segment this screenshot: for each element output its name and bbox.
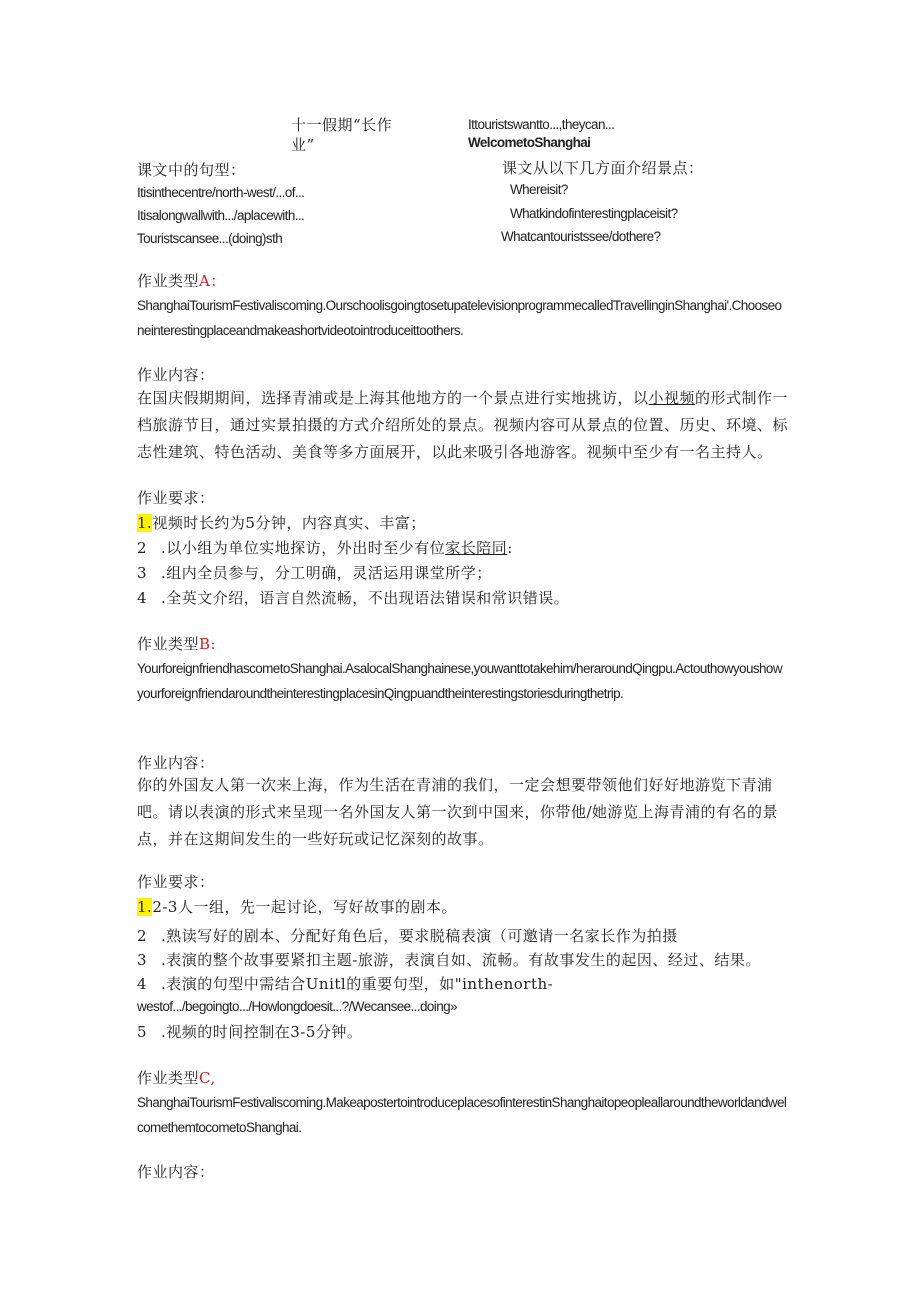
left-heading: 课文中的句型： — [137, 161, 246, 179]
req-number: 3 — [137, 951, 148, 969]
section-b-type-letter: B: — [199, 635, 217, 653]
section-a-description: ShanghaiTourismFestivaliscoming.OurschoolisgoingtosetupatelevisionprogrammecalledTravellinginShanghai'.Chooseoneinterestingplaceandmakeashortvideotointroduceittoothers. — [137, 298, 782, 338]
right-line-2: Whatkindofinterestingplaceisit? — [510, 206, 678, 221]
req-text: .组内全员参与，分工明确，灵活运用课堂所学； — [161, 564, 492, 582]
section-a-content-label: 作业内容： — [137, 366, 215, 384]
req-text: 2-3人一组，先一起讨论，写好故事的剧本。 — [152, 898, 457, 916]
section-b-type-label: 作业类型 — [137, 635, 200, 653]
right-line-1: Whereisit? — [510, 182, 568, 197]
section-a-type — [137, 270, 226, 291]
req-number: 2 — [137, 539, 148, 557]
short-video-link: 小视频 — [648, 389, 696, 407]
section-b-req-2 — [137, 925, 678, 946]
section-b-req-4 — [137, 973, 553, 994]
left-line-1: Itisinthecentre/north-west/...of... — [137, 185, 305, 200]
section-c-content-label: 作业内容： — [137, 1163, 215, 1181]
section-b-content-label: 作业内容： — [137, 754, 215, 772]
section-a-req-label: 作业要求： — [137, 489, 215, 507]
req-number: 4 — [137, 975, 148, 993]
section-a-content — [137, 385, 797, 466]
section-a-content-pre: 在国庆假期期间，选择青浦或是上海其他地方的一个景点进行实地挑访，以 — [137, 389, 649, 407]
req-text: .以小组为单位实地探访，外出时至少有位 — [161, 539, 446, 557]
section-a-req-4 — [137, 587, 569, 608]
req-text: .熟读写好的剧本、分配好角色后，要求脱稿表演（可邀请一名家长作为拍摄 — [161, 927, 678, 945]
header-right-line-1: Ittouristswantto...,theycan... — [468, 117, 615, 132]
req-number: 1. — [137, 514, 153, 532]
req-number: 3 — [137, 564, 148, 582]
section-b-req-4-cont: westof.../begoingto.../Howlongdoesit...?/Wecansee...doing» — [137, 999, 457, 1014]
section-a-content-post: 的形式制作一档旅游节目，通过实景拍摄的方式介绍所处的景点。视频内容可从景点的位置、历史、环境、标志性建筑、特色活动、美食等多方面展开，以此来吸引各地游客。视频中至少有一名主持人。 — [137, 389, 789, 461]
section-b-req-1 — [137, 896, 457, 917]
left-line-2: Itisalongwallwith.../aplacewith... — [137, 208, 305, 223]
req-number: 4 — [137, 589, 148, 607]
title-line-2: 业” — [291, 136, 315, 154]
req-text: 视频时长约为5分钟，内容真实、丰富； — [152, 514, 426, 532]
left-line-3: Touristscansee...(doing)sth — [137, 231, 283, 246]
header-right-line-2: WelcometoShanghai — [468, 135, 591, 150]
section-b-req-5 — [137, 1021, 362, 1042]
right-line-3: Whatcantouristssee/dothere? — [501, 229, 661, 244]
section-c-type-letter: C, — [199, 1069, 216, 1087]
req-text: .表演的句型中需结合Unitl的重要句型，如"inthenorth- — [161, 975, 554, 993]
req-number: 2 — [137, 927, 148, 945]
section-a-req-3 — [137, 562, 492, 583]
req-text: .全英文介绍，语言自然流畅，不出现语法错误和常识错误。 — [161, 589, 570, 607]
section-c-type-label: 作业类型 — [137, 1069, 200, 1087]
section-b-req-3 — [137, 949, 761, 970]
req-number: 5 — [137, 1023, 148, 1041]
section-a-type-label: 作业类型 — [137, 272, 200, 290]
section-b-type — [137, 633, 216, 654]
section-b-description: YourforeignfriendhascometoShanghai.AsalocalShanghainese,youwanttotakehim/heraroundQingpu.ActouthowyoushowyourforeignfriendaroundtheinterestingplacesinQingpuandtheinterestingstoriesduringthetrip. — [137, 661, 782, 701]
req-text-end: : — [507, 539, 513, 557]
section-a-type-letter: A： — [199, 272, 226, 290]
section-a-req-1 — [137, 512, 426, 533]
section-c-description: ShanghaiTourismFestivaliscoming.MakeapostertointroduceplacesofinterestinShanghaitopeopleallaroundtheworldandwelcomethemtocometoShanghai. — [137, 1095, 787, 1135]
section-a-req-2 — [137, 537, 513, 558]
parent-accompany-link: 家长陪同 — [445, 539, 508, 557]
req-text: .视频的时间控制在3-5分钟。 — [161, 1023, 363, 1041]
section-c-type — [137, 1067, 216, 1088]
title-line-1: 十一假期“长作 — [291, 116, 393, 134]
right-heading: 课文从以下几方面介绍景点： — [502, 159, 704, 177]
req-text: .表演的整个故事要紧扣主题-旅游，表演自如、流畅。有故事发生的起因、经过、结果。 — [161, 951, 761, 969]
section-b-req-label: 作业要求： — [137, 873, 215, 891]
section-b-content: 你的外国友人第一次来上海，作为生活在青浦的我们，一定会想要带领他们好好地游览下青浦吧。请以表演的形式来呈现一名外国友人第一次到中国来，你带他/她游览上海青浦的有名的景点，并在这期间发生的一些好玩或记忆深刻的故事。 — [137, 776, 779, 848]
req-number: 1. — [137, 898, 153, 916]
